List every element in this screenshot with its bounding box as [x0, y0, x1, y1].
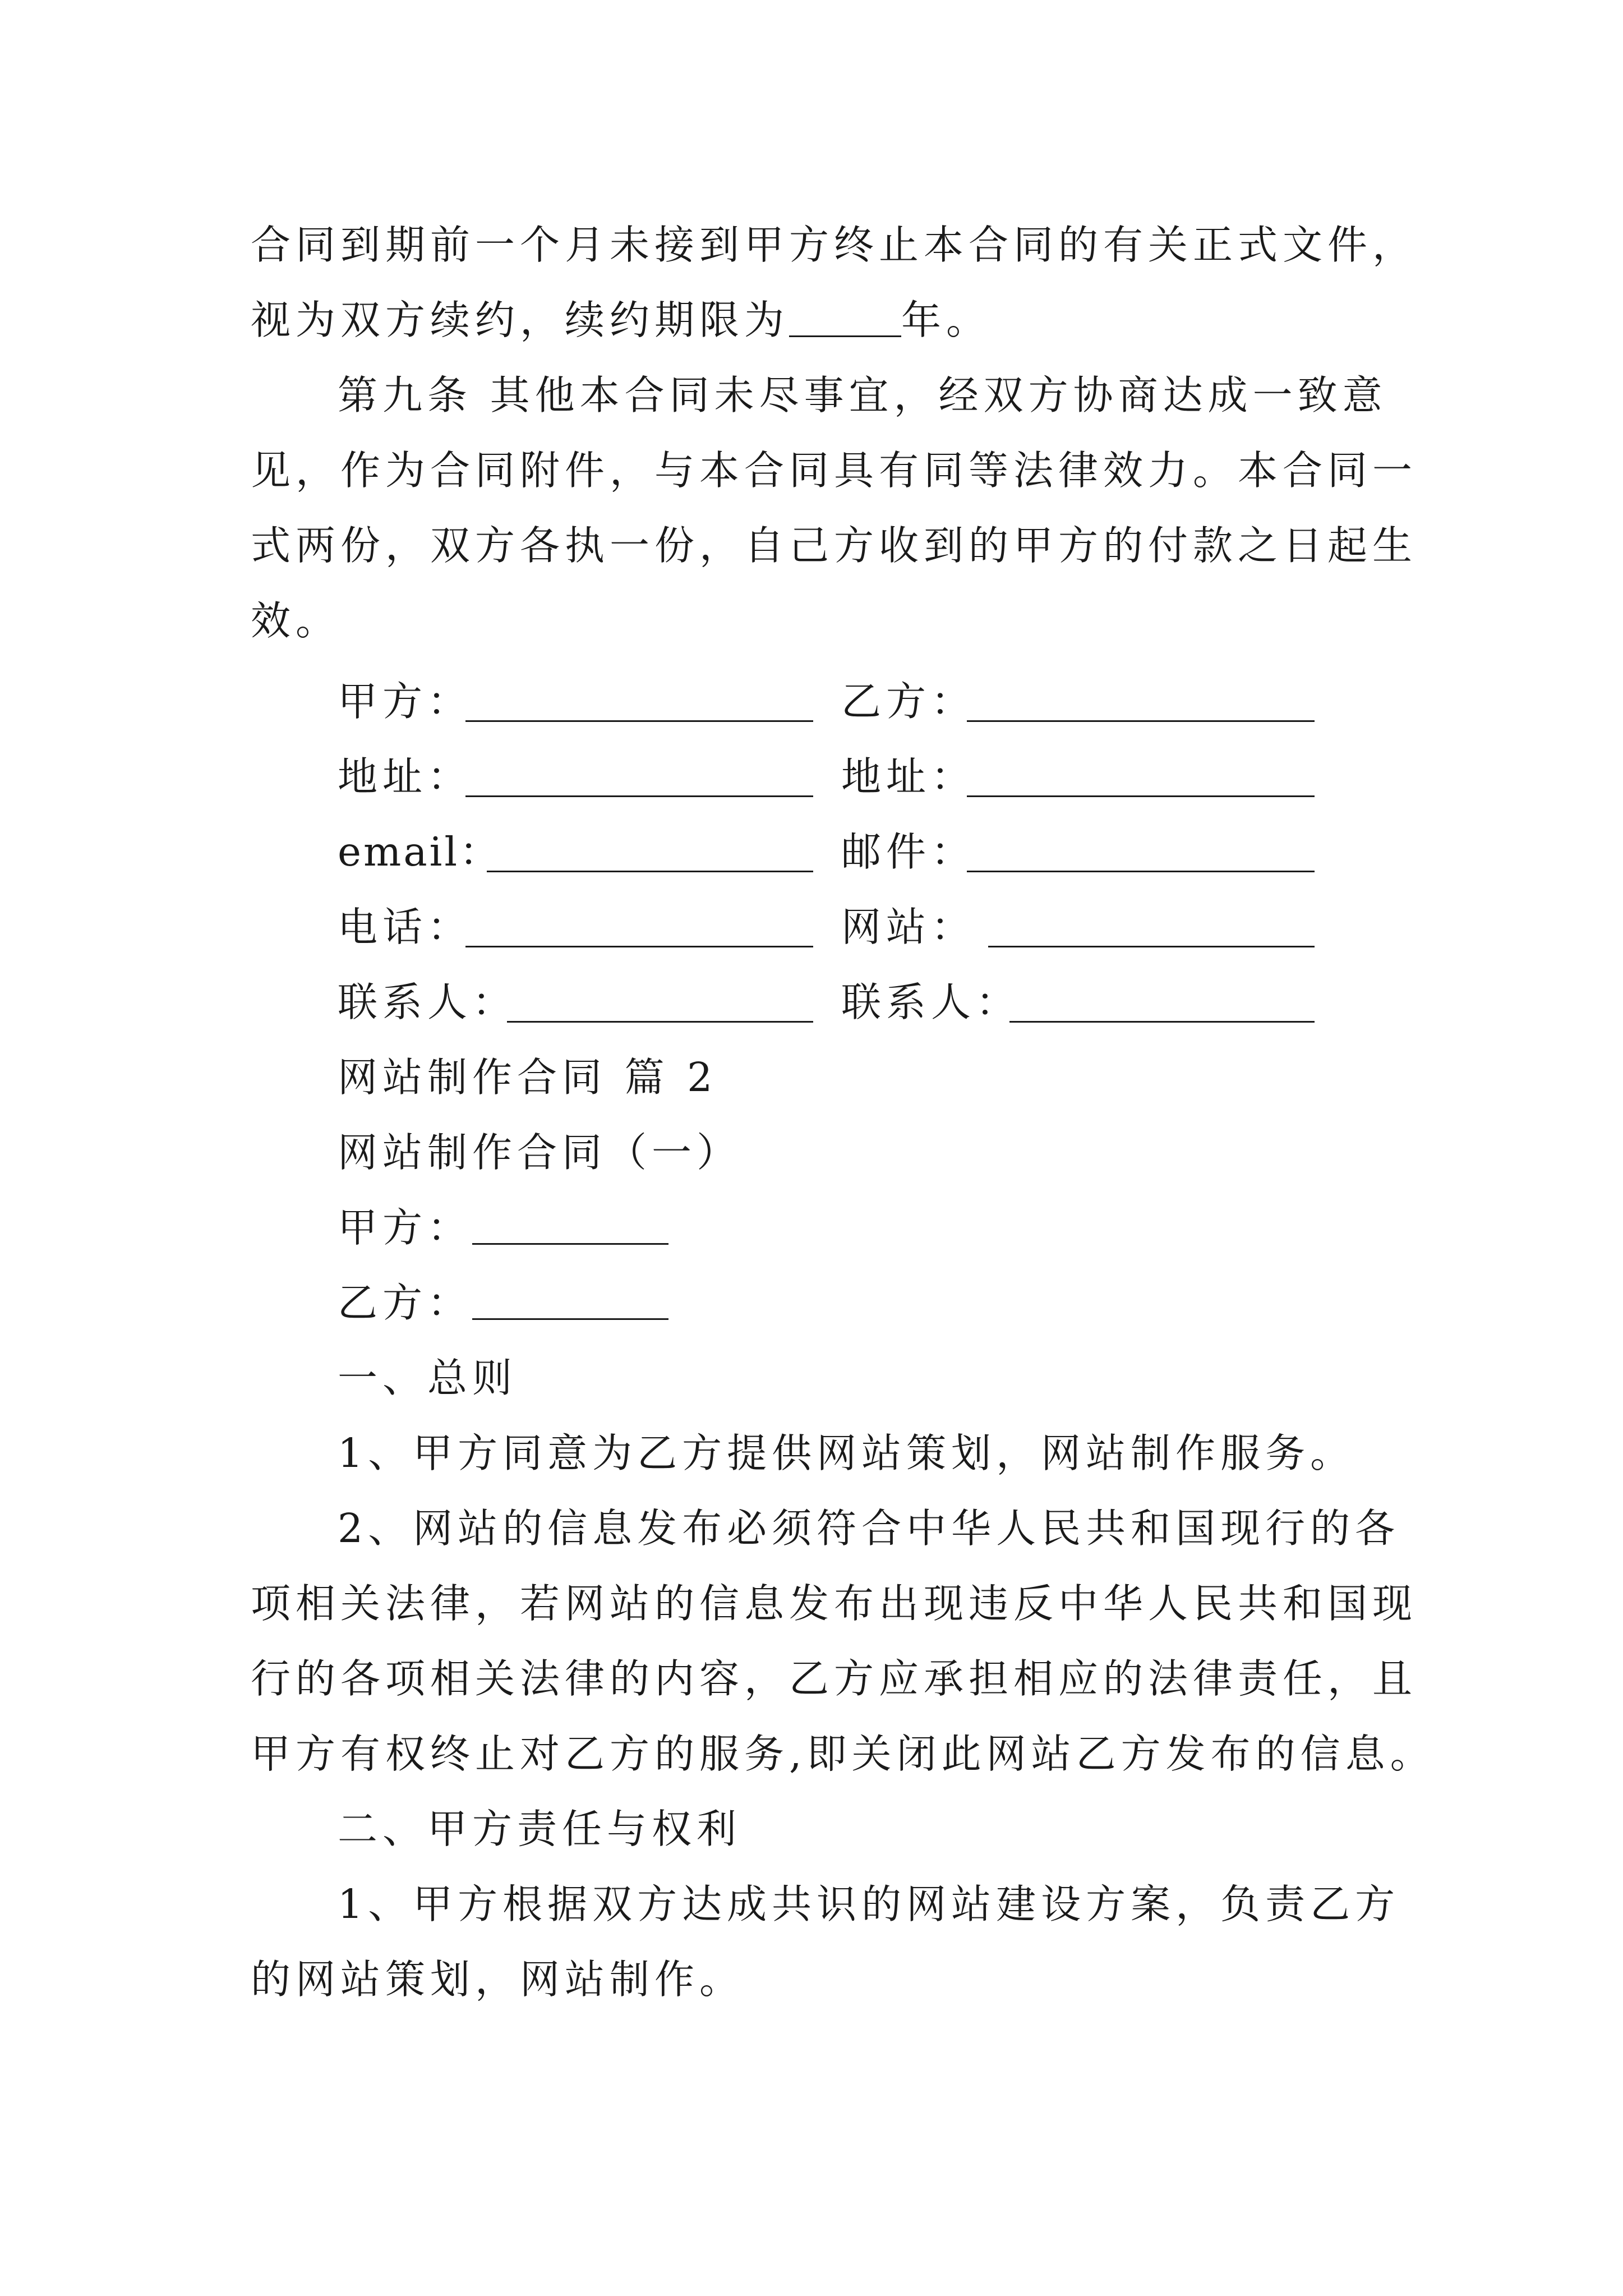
signature-label: 甲方： — [338, 678, 473, 725]
party-a-blank — [472, 1243, 668, 1245]
signature-blank — [465, 720, 813, 722]
signature-label: 地址： — [338, 753, 473, 800]
signature-label: email： — [338, 829, 502, 875]
signature-blank — [967, 720, 1315, 722]
party-b-blank — [472, 1318, 668, 1320]
article-nine-line: 第九条 其他本合同未尽事宜，经双方协商达成一致意 — [338, 372, 1387, 418]
renewal-term-blank — [789, 335, 901, 337]
paragraph-line: 见，作为合同附件，与本合同具有同等法律效力。本合同一 — [251, 447, 1418, 494]
clause-line: 1、甲方根据双方达成共识的网站建设方案，负责乙方 — [338, 1881, 1400, 1927]
paragraph-line: 合同到期前一个月未接到甲方终止本合同的有关正式文件， — [251, 222, 1418, 268]
clause-line: 1、甲方同意为乙方提供网站策划，网站制作服务。 — [338, 1430, 1355, 1476]
signature-blank — [1009, 1021, 1315, 1023]
rights-title: 二、甲方责任与权利 — [338, 1806, 742, 1852]
party-b-line — [338, 1278, 668, 1328]
signature-label: 联系人： — [841, 979, 1021, 1025]
clause-line: 项相关法律，若网站的信息发布出现违反中华人民共和国现 — [251, 1580, 1418, 1627]
section-heading: 网站制作合同 篇 2 — [338, 1054, 718, 1101]
contract-subheading: 网站制作合同（一） — [338, 1129, 742, 1176]
signature-label: 地址： — [841, 753, 976, 800]
signature-label: 邮件： — [841, 829, 976, 875]
party-b-label: 乙方： — [338, 1280, 473, 1326]
signature-blank — [487, 871, 813, 872]
paragraph-line: 式两份，双方各执一份，自己方收到的甲方的付款之日起生 — [251, 522, 1418, 569]
signature-blank — [465, 795, 813, 797]
renewal-suffix: 年。 — [901, 297, 992, 343]
paragraph-line — [251, 295, 991, 346]
signature-label: 乙方： — [841, 678, 976, 725]
signature-blank — [507, 1021, 813, 1023]
signature-blank — [988, 946, 1315, 947]
signature-blank — [967, 795, 1315, 797]
signature-label: 联系人： — [338, 979, 518, 1025]
clause-line: 的网站策划，网站制作。 — [251, 1956, 745, 2003]
signature-blank — [967, 871, 1315, 872]
clause-line: 2、网站的信息发布必须符合中华人民共和国现行的各 — [338, 1505, 1400, 1552]
signature-blank — [465, 946, 813, 947]
party-a-line — [338, 1203, 668, 1253]
general-title: 一、总则 — [338, 1355, 518, 1401]
signature-label: 电话： — [338, 904, 473, 950]
party-a-label: 甲方： — [338, 1204, 473, 1251]
renewal-text: 视为双方续约，续约期限为 — [251, 297, 790, 343]
clause-line: 甲方有权终止对乙方的服务,即关闭此网站乙方发布的信息。 — [251, 1731, 1435, 1777]
clause-line: 行的各项相关法律的内容，乙方应承担相应的法律责任，且 — [251, 1655, 1418, 1702]
paragraph-line: 效。 — [251, 597, 341, 644]
signature-label: 网站： — [841, 904, 976, 950]
